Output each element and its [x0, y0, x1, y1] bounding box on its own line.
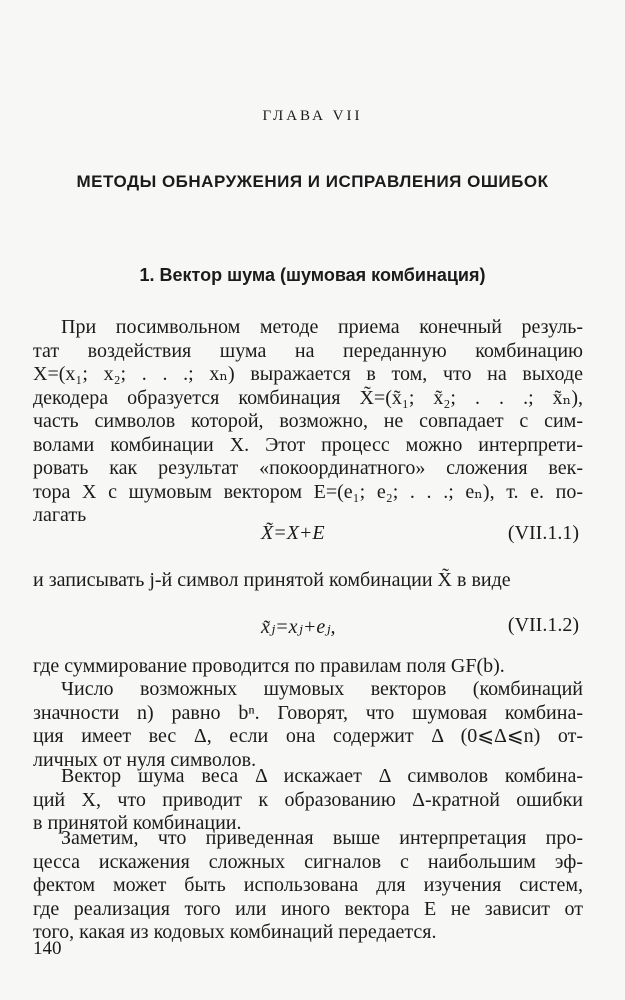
chapter-title: МЕТОДЫ ОБНАРУЖЕНИЯ И ИСПРАВЛЕНИЯ ОШИБОК: [76, 172, 549, 191]
text-line: ровать как результат «покоординатного» сложения век-: [33, 457, 583, 479]
paragraph-3: [33, 765, 583, 836]
paragraph-1: [33, 316, 583, 528]
text-line: лагать: [33, 504, 87, 526]
text-line: цесса искажения сложных сигналов с наибольшим эф-: [33, 850, 583, 873]
paragraph-4: [33, 827, 583, 945]
text-line: где реализация того или иного вектора E не зависит от: [33, 897, 583, 920]
equation-expression: x̃ⱼ=xⱼ+eⱼ,: [261, 616, 336, 638]
text-after-formula: [33, 655, 583, 679]
equation-number: (VII.1.2): [507, 614, 579, 636]
text-line: декодера образуется комбинация X̃=(x̃₁; x̃₂; . . .; x̃ₙ),: [33, 386, 583, 409]
text-line: личных от нуля символов.: [33, 748, 257, 771]
text-line: часть символов которой, возможно, не совпадает с сим-: [33, 410, 583, 432]
text-line: значности n) равно bⁿ. Говорят, что шумовая комбина-: [33, 701, 583, 724]
text-line: тора X с шумовым вектором E=(e₁; e₂; . . .; eₙ), т. е. по-: [33, 480, 583, 503]
text-line: ций X, что приводит к образованию Δ-кратной ошибки: [33, 788, 583, 811]
text-between-formulas: [33, 569, 583, 593]
text-line: Число возможных шумовых векторов (комбинаций: [61, 678, 583, 700]
chapter-label: ГЛАВА VII: [262, 108, 363, 124]
text-line: где суммирование проводится по правилам поля GF(b).: [33, 655, 505, 677]
text-line: и записывать j-й символ принятой комбинации X̃ в виде: [33, 569, 511, 591]
text-line: Вектор шума веса Δ искажает Δ символов комбина-: [61, 765, 583, 787]
text-line: Заметим, что приведенная выше интерпретация про-: [61, 827, 583, 849]
section-title: 1. Вектор шума (шумовая комбинация): [139, 265, 486, 285]
equation-vii-1-1: [33, 522, 583, 550]
page-number: 140: [33, 938, 62, 959]
text-line: в принятой комбинации.: [33, 812, 242, 834]
equation-number: (VII.1.1): [507, 522, 579, 544]
text-line: волами комбинации X. Этот процесс можно интерпрети-: [33, 433, 583, 456]
text-line: При посимвольном методе приема конечный резуль-: [61, 316, 583, 338]
equation-expression: X̃=X+E: [261, 522, 325, 544]
text-line: X=(x₁; x₂; . . .; xₙ) выражается в том, что на выходе: [33, 363, 583, 385]
paragraph-2: [33, 678, 583, 772]
text-line: фектом может быть использована для изучения систем,: [33, 874, 583, 896]
text-line: ция имеет вес Δ, если она содержит Δ (0⩽Δ⩽n) от-: [33, 725, 583, 747]
equation-vii-1-2: [33, 614, 583, 642]
text-line: того, какая из кодовых комбинаций передается.: [33, 921, 437, 943]
text-line: тат воздействия шума на переданную комбинацию: [33, 339, 583, 362]
